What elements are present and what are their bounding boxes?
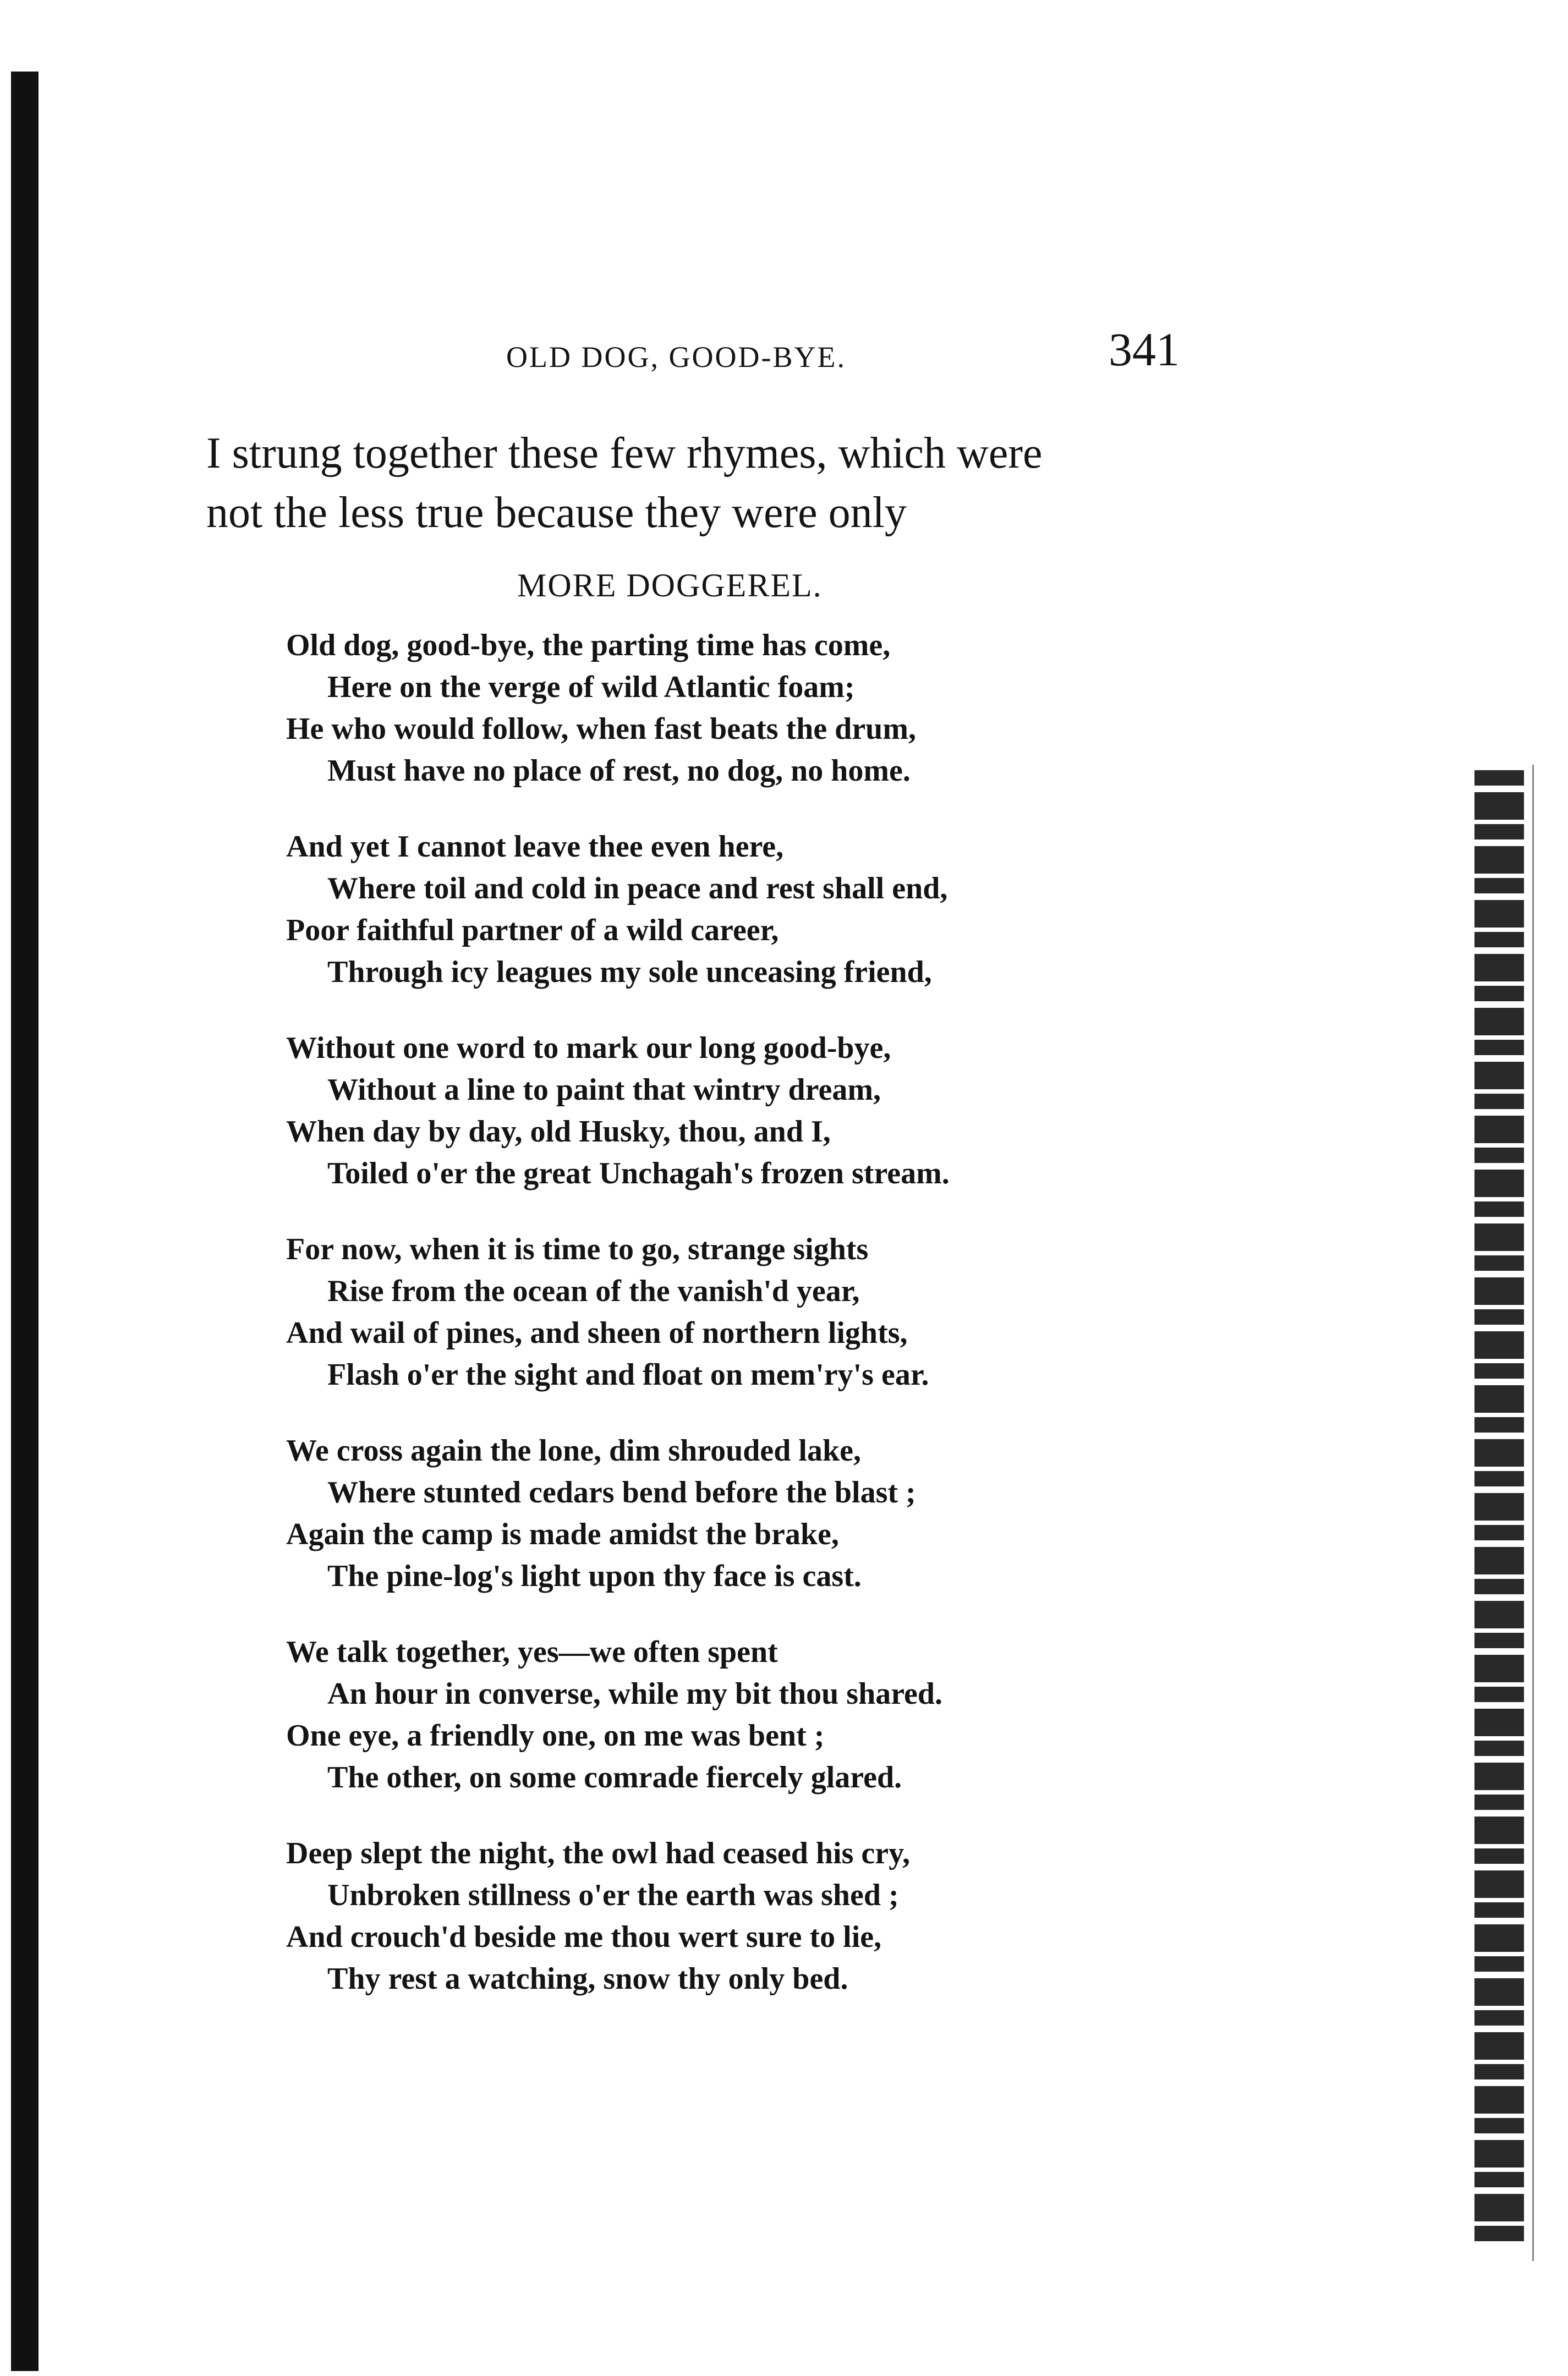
stanza	[286, 1228, 1144, 1396]
verse-line: We talk together, yes—we often spent	[286, 1635, 778, 1669]
intro-line: I strung together these few rhymes, which were	[206, 429, 1043, 478]
verse-line: Thy rest a watching, snow thy only bed.	[327, 1962, 848, 1996]
verse-line: Where toil and cold in peace and rest shall end,	[327, 871, 948, 906]
poem-title: MORE DOGGEREL.	[517, 567, 823, 603]
running-title: OLD DOG, GOOD-BYE.	[506, 341, 846, 374]
verse-line: Old dog, good-bye, the parting time has come,	[286, 628, 891, 662]
verse-line: Flash o'er the sight and float on mem'ry's ear.	[327, 1358, 929, 1392]
stanza	[286, 1832, 1144, 2000]
verse-line: We cross again the lone, dim shrouded lake,	[286, 1434, 861, 1468]
page-number: 341	[1109, 323, 1180, 376]
verse-line: For now, when it is time to go, strange sights	[286, 1232, 869, 1266]
scan-margin-line	[1532, 765, 1534, 2261]
verse-line: Here on the verge of wild Atlantic foam;	[327, 670, 855, 704]
verse-line: Again the camp is made amidst the brake,	[286, 1517, 839, 1551]
stanza	[286, 1631, 1144, 1798]
verse-line: He who would follow, when fast beats the drum,	[286, 712, 916, 746]
verse-line: When day by day, old Husky, thou, and I,	[286, 1115, 831, 1149]
scan-margin-artifact	[1474, 770, 1524, 2245]
verse-line: Rise from the ocean of the vanish'd year,	[327, 1274, 860, 1308]
stanza	[286, 1430, 1144, 1597]
stanza	[286, 624, 1144, 792]
stanza	[286, 826, 1144, 993]
verse-line: The pine-log's light upon thy face is cast.	[327, 1559, 862, 1593]
poem-body	[286, 624, 1144, 2034]
verse-line: And yet I cannot leave thee even here,	[286, 830, 784, 864]
verse-line: Without a line to paint that wintry dream,	[327, 1073, 881, 1107]
verse-line: Through icy leagues my sole unceasing friend,	[327, 955, 932, 989]
verse-line: Poor faithful partner of a wild career,	[286, 913, 779, 947]
verse-line: Toiled o'er the great Unchagah's frozen stream.	[327, 1156, 950, 1190]
verse-line: One eye, a friendly one, on me was bent ;	[286, 1719, 825, 1753]
verse-line: The other, on some comrade fiercely glared.	[327, 1760, 902, 1795]
intro-paragraph	[206, 424, 1373, 542]
verse-line: Unbroken stillness o'er the earth was shed ;	[327, 1878, 899, 1912]
stanza	[286, 1027, 1144, 1194]
verse-line: Must have no place of rest, no dog, no home.	[327, 754, 911, 788]
intro-line: not the less true because they were only	[206, 489, 907, 537]
verse-line: And crouch'd beside me thou wert sure to lie,	[286, 1920, 882, 1954]
verse-line: Deep slept the night, the owl had ceased his cry,	[286, 1836, 910, 1870]
verse-line: Without one word to mark our long good-bye,	[286, 1031, 891, 1065]
verse-line: An hour in converse, while my bit thou shared.	[327, 1677, 943, 1711]
verse-line: Where stunted cedars bend before the blast ;	[327, 1475, 916, 1510]
verse-line: And wail of pines, and sheen of northern lights,	[286, 1316, 908, 1350]
binding-edge	[11, 72, 39, 2371]
